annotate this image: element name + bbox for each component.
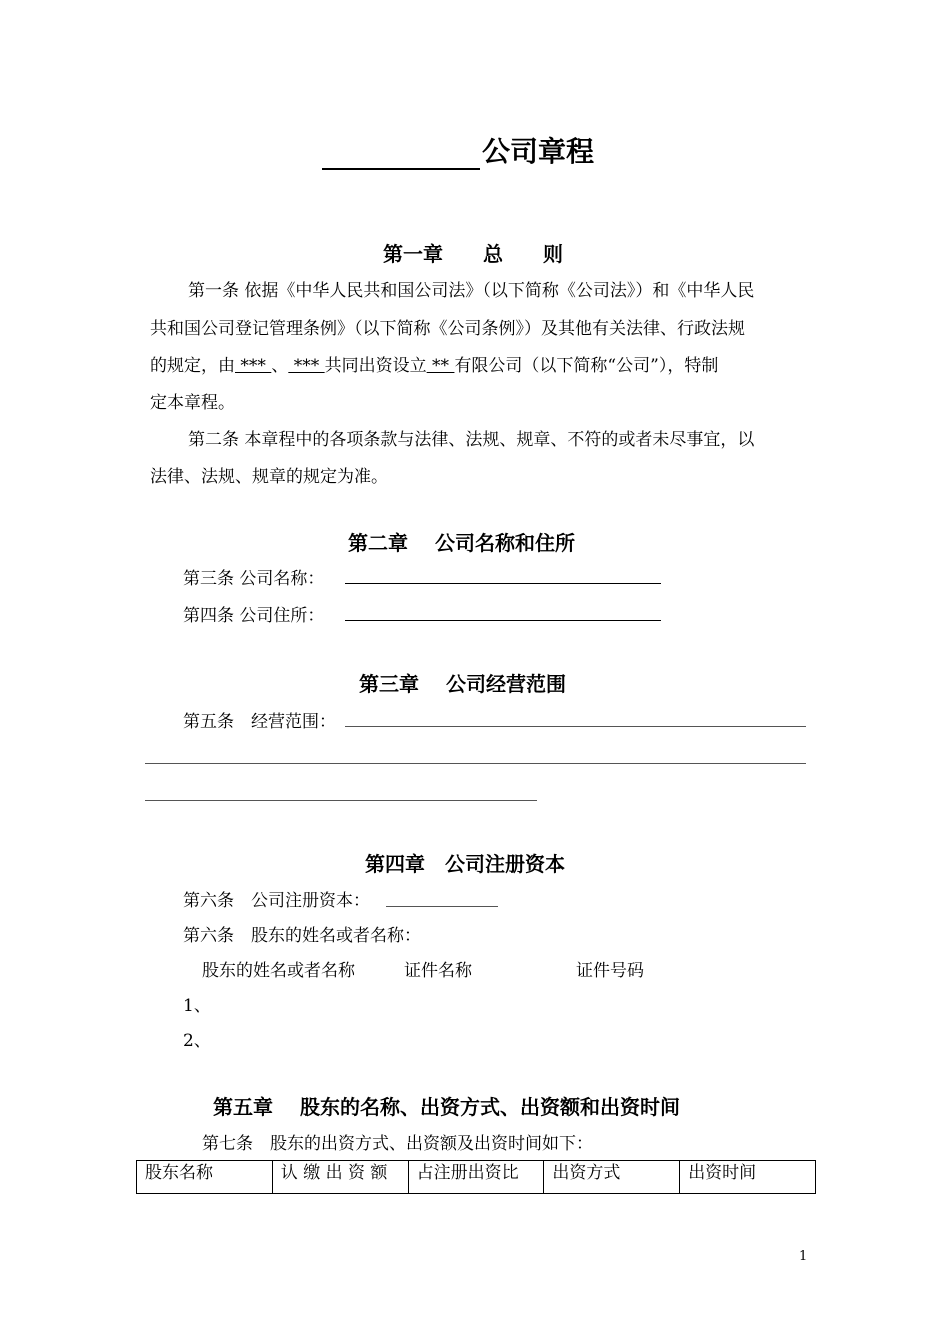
- article-1-line-2: 共和国公司登记管理条例》（以下简称《公司条例》）及其他有关法律、行政法规: [150, 319, 745, 339]
- chapter-5-heading: 第五章 股东的名称、出资方式、出资额和出资时间: [213, 1095, 680, 1119]
- registered-capital-fill-line: [386, 906, 498, 907]
- shareholder-name-column: 股东的姓名或者名称: [202, 961, 355, 981]
- article-2-line-1: 第二条 本章程中的各项条款与法律、法规、规章、不符的或者未尽事宜，以: [188, 430, 755, 450]
- chapter-3-heading: 第三章 公司经营范围: [359, 672, 566, 696]
- document-title: [322, 130, 594, 170]
- shareholder-1-blank: ***: [235, 356, 272, 376]
- id-type-column: 证件名称: [404, 961, 472, 981]
- chapter-2-heading: 第二章 公司名称和住所: [348, 531, 575, 555]
- shareholder-row-2: 2、: [183, 1031, 211, 1051]
- business-scope-line-1: [345, 726, 806, 727]
- title-company-blank: [322, 140, 480, 170]
- header-capital-ratio: 占注册出资比: [408, 1161, 544, 1194]
- shareholder-row-1: 1、: [183, 996, 211, 1016]
- header-shareholder-name: 股东名称: [137, 1161, 273, 1194]
- shareholder-2-blank: ***: [288, 356, 325, 376]
- article-1-line-1: 第一条 依据《中华人民共和国公司法》（以下简称《公司法》）和《中华人民: [188, 281, 755, 301]
- business-scope-line-2: [145, 763, 806, 764]
- table-header-row: [137, 1161, 816, 1194]
- header-subscribed-amount: 认 缴 出 资 额: [272, 1161, 408, 1194]
- article-4: 第四条 公司住所：: [183, 606, 325, 626]
- header-contribution-time: 出资时间: [680, 1161, 816, 1194]
- title-text: 公司章程: [482, 135, 595, 168]
- article-7: 第七条 股东的出资方式、出资额及出资时间如下：: [202, 1134, 593, 1154]
- id-number-column: 证件号码: [576, 961, 644, 981]
- article-6-shareholders: 第六条 股东的姓名或者名称：: [183, 926, 421, 946]
- article-6-capital: 第六条 公司注册资本：: [183, 891, 370, 911]
- company-address-fill-line: [345, 620, 661, 621]
- article-1-line-4: 定本章程。: [150, 393, 235, 413]
- chapter-4-heading: 第四章 公司注册资本: [365, 852, 565, 876]
- article-3: 第三条 公司名称：: [183, 569, 325, 589]
- article-2-line-2: 法律、法规、规章的规定为准。: [150, 467, 388, 487]
- company-name-blank: **: [426, 356, 455, 376]
- header-contribution-method: 出资方式: [544, 1161, 680, 1194]
- article-1-line-3: 的规定，由 *** 、 *** 共同出资设立 ** 有限公司（以下简称“公司”），特制: [150, 356, 719, 376]
- page-number: 1: [799, 1249, 808, 1264]
- contribution-table: [136, 1160, 816, 1194]
- article-5: 第五条 经营范围：: [183, 712, 336, 732]
- company-name-fill-line: [345, 583, 661, 584]
- business-scope-line-3: [145, 800, 537, 801]
- chapter-1-heading: 第一章 总 则: [383, 242, 563, 266]
